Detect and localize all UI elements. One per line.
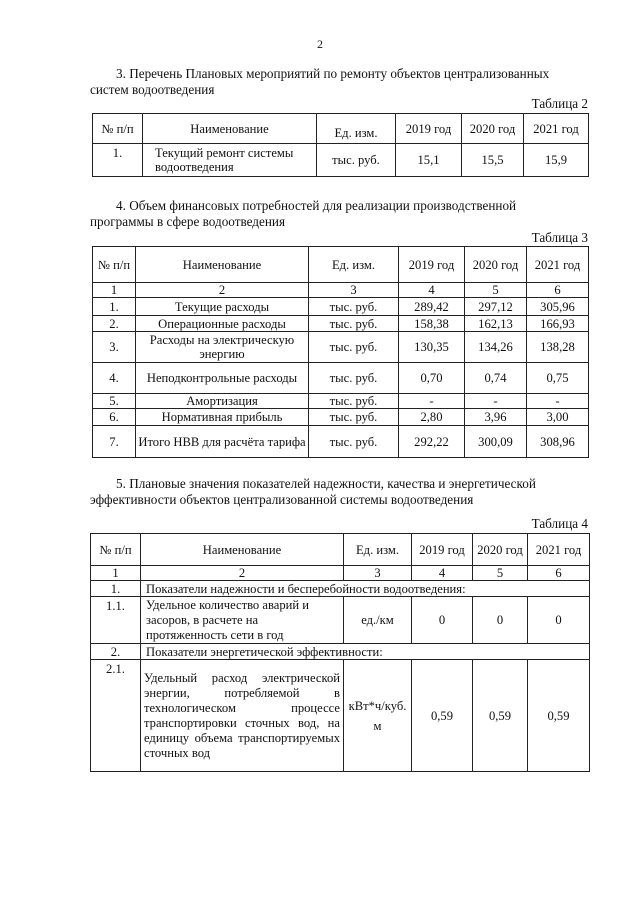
table3-cell-name: Текущие расходы xyxy=(136,298,309,316)
table-row xyxy=(93,394,589,409)
table-row xyxy=(93,409,589,426)
table3-header-num: № п/п xyxy=(93,247,136,283)
table2-cell-num: 1. xyxy=(93,144,143,177)
table3-cell-name: Амортизация xyxy=(136,394,309,409)
table3-cell-unit: тыс. руб. xyxy=(309,316,399,332)
table4-numbering-cell: 6 xyxy=(528,566,590,581)
table3-cell-name: Расходы на электрическую энергию xyxy=(136,332,309,363)
table3-cell-value: 0,75 xyxy=(527,363,589,394)
section5-heading-line1: 5. Плановые значения показателей надежности, качества и энергетической xyxy=(116,476,536,491)
table3-cell-value: 138,28 xyxy=(527,332,589,363)
table3-cell-name: Итого НВВ для расчёта тарифа xyxy=(136,426,309,458)
table3-header-row xyxy=(93,247,589,283)
table-row xyxy=(91,660,590,772)
table4-numbering-cell: 3 xyxy=(344,566,412,581)
table3-cell-value: 292,22 xyxy=(399,426,465,458)
table3-cell-value: 308,96 xyxy=(527,426,589,458)
table3-cell-unit: тыс. руб. xyxy=(309,332,399,363)
table4-header-row xyxy=(91,534,590,566)
table3-caption: Таблица 3 xyxy=(531,230,588,245)
table3-numbering-cell: 3 xyxy=(309,283,399,298)
table3-cell-unit: тыс. руб. xyxy=(309,363,399,394)
section3-heading-line1: 3. Перечень Плановых мероприятий по ремонту объектов централизованных xyxy=(116,66,550,81)
table3-cell-value: 3,96 xyxy=(465,409,527,426)
table3-cell-unit: тыс. руб. xyxy=(309,426,399,458)
table3-numbering-cell: 1 xyxy=(93,283,136,298)
table4-numbering-row xyxy=(91,566,590,581)
section4-heading-line1: 4. Объем финансовых потребностей для реализации производственной xyxy=(116,198,517,213)
table4-header-num: № п/п xyxy=(91,534,141,566)
table3-cell-num: 2. xyxy=(93,316,136,332)
table-row xyxy=(93,332,589,363)
table3-cell-unit: тыс. руб. xyxy=(309,409,399,426)
table-row xyxy=(93,144,589,177)
table4-numbering-cell: 1 xyxy=(91,566,141,581)
table3-cell-num: 5. xyxy=(93,394,136,409)
table3-cell-value: 0,74 xyxy=(465,363,527,394)
table4-cell-value: 0 xyxy=(473,597,528,644)
table3-numbering-cell: 6 xyxy=(527,283,589,298)
table2-header-2021: 2021 год xyxy=(524,114,589,144)
table4 xyxy=(90,533,590,772)
table4-cell-value: 0,59 xyxy=(412,660,473,772)
table3-cell-value: - xyxy=(399,394,465,409)
table4-cell-unit: ед./км xyxy=(344,597,412,644)
table4-cell-num: 1.1. xyxy=(91,597,141,644)
table3-cell-value: 134,26 xyxy=(465,332,527,363)
table3-numbering-cell: 2 xyxy=(136,283,309,298)
table3-numbering-row xyxy=(93,283,589,298)
table2-header-unit: Ед. изм. xyxy=(317,114,396,144)
section4-heading xyxy=(90,198,588,230)
section5-heading-line2: эффективности объектов централизованной системы водоотведения xyxy=(90,492,474,507)
table3-header-name: Наименование xyxy=(136,247,309,283)
table3-cell-value: 300,09 xyxy=(465,426,527,458)
table4-group-title: Показатели надежности и бесперебойности водоотведения: xyxy=(141,581,590,597)
table2-header-2019: 2019 год xyxy=(396,114,462,144)
table3-cell-value: 162,13 xyxy=(465,316,527,332)
table-row xyxy=(93,298,589,316)
table4-cell-value: 0 xyxy=(412,597,473,644)
table4-cell-name: Удельное количество аварий и засоров, в расчете на протяженность сети в год xyxy=(141,597,344,644)
section3-heading xyxy=(90,66,588,98)
table3-header-unit: Ед. изм. xyxy=(309,247,399,283)
table4-group-title: Показатели энергетической эффективности: xyxy=(141,644,590,660)
table4-group-row xyxy=(91,644,590,660)
table3-cell-num: 6. xyxy=(93,409,136,426)
table2-caption: Таблица 2 xyxy=(531,96,588,111)
table-row xyxy=(93,426,589,458)
table2-cell-2020: 15,5 xyxy=(462,144,524,177)
table4-header-2021: 2021 год xyxy=(528,534,590,566)
table-row xyxy=(93,363,589,394)
table3-cell-name: Нормативная прибыль xyxy=(136,409,309,426)
section5-heading xyxy=(90,476,588,508)
table3-cell-value: - xyxy=(527,394,589,409)
table4-caption: Таблица 4 xyxy=(531,516,588,531)
table2-header-num: № п/п xyxy=(93,114,143,144)
table3-cell-unit: тыс. руб. xyxy=(309,298,399,316)
page-number: 2 xyxy=(317,37,323,51)
table2-header-name: Наименование xyxy=(143,114,317,144)
table3-header-2020: 2020 год xyxy=(465,247,527,283)
table4-cell-value: 0 xyxy=(528,597,590,644)
table2-cell-2019: 15,1 xyxy=(396,144,462,177)
table3-numbering-cell: 5 xyxy=(465,283,527,298)
table3-cell-num: 7. xyxy=(93,426,136,458)
table3-numbering-cell: 4 xyxy=(399,283,465,298)
table4-numbering-cell: 5 xyxy=(473,566,528,581)
table-row xyxy=(93,316,589,332)
table4-numbering-cell: 2 xyxy=(141,566,344,581)
table3-cell-value: 0,70 xyxy=(399,363,465,394)
table3-cell-value: 158,38 xyxy=(399,316,465,332)
table4-cell-name: Удельный расход электрической энергии, потребляемой в технологическом процессе транспортировки сточных вод, на единицу объема транспортируемых сточных вод xyxy=(141,660,344,772)
table3-cell-value: 305,96 xyxy=(527,298,589,316)
table3-cell-unit: тыс. руб. xyxy=(309,394,399,409)
table3-cell-value: - xyxy=(465,394,527,409)
table3-cell-value: 166,93 xyxy=(527,316,589,332)
table3 xyxy=(92,246,589,458)
table3-cell-value: 297,12 xyxy=(465,298,527,316)
table3-cell-value: 289,42 xyxy=(399,298,465,316)
table4-header-name: Наименование xyxy=(141,534,344,566)
table4-group-num: 1. xyxy=(91,581,141,597)
table4-cell-value: 0,59 xyxy=(528,660,590,772)
table3-header-2021: 2021 год xyxy=(527,247,589,283)
table2 xyxy=(92,113,589,177)
section3-heading-line2: систем водоотведения xyxy=(90,82,215,97)
table4-cell-num: 2.1. xyxy=(91,660,141,772)
table3-header-2019: 2019 год xyxy=(399,247,465,283)
table2-cell-2021: 15,9 xyxy=(524,144,589,177)
table3-cell-name: Операционные расходы xyxy=(136,316,309,332)
table3-cell-value: 130,35 xyxy=(399,332,465,363)
table4-numbering-cell: 4 xyxy=(412,566,473,581)
table3-cell-name: Неподконтрольные расходы xyxy=(136,363,309,394)
table3-cell-num: 3. xyxy=(93,332,136,363)
table3-cell-value: 3,00 xyxy=(527,409,589,426)
table3-cell-num: 4. xyxy=(93,363,136,394)
table2-header-2020: 2020 год xyxy=(462,114,524,144)
table4-cell-value: 0,59 xyxy=(473,660,528,772)
table2-cell-unit: тыс. руб. xyxy=(317,144,396,177)
table4-header-2019: 2019 год xyxy=(412,534,473,566)
table3-cell-value: 2,80 xyxy=(399,409,465,426)
table3-cell-num: 1. xyxy=(93,298,136,316)
table4-group-num: 2. xyxy=(91,644,141,660)
table4-header-2020: 2020 год xyxy=(473,534,528,566)
table2-cell-name: Текущий ремонт системы водоотведения xyxy=(143,144,317,177)
table4-cell-unit: кВт*ч/куб. м xyxy=(344,660,412,772)
table-row xyxy=(91,597,590,644)
section4-heading-line2: программы в сфере водоотведения xyxy=(90,214,286,229)
table2-header-row xyxy=(93,114,589,144)
table4-group-row xyxy=(91,581,590,597)
table4-header-unit: Ед. изм. xyxy=(344,534,412,566)
